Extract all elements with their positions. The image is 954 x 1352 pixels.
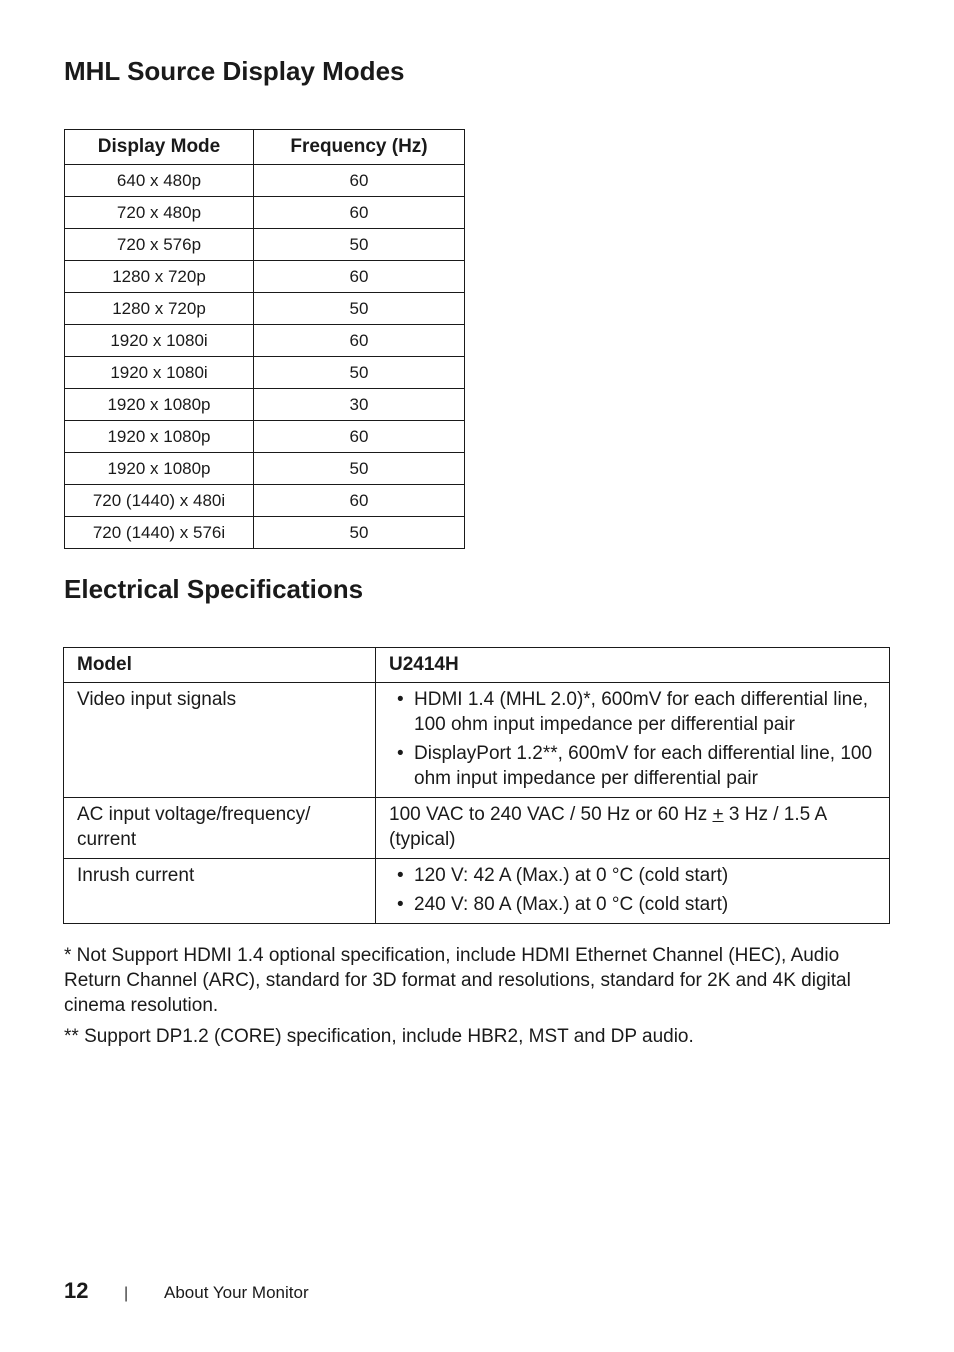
frequency-cell: 50 xyxy=(254,229,465,261)
display-mode-cell: 720 x 480p xyxy=(65,197,254,229)
inrush-label: Inrush current xyxy=(64,859,376,924)
table-row xyxy=(64,683,890,798)
model-value: U2414H xyxy=(376,648,890,683)
mhl-display-modes-table xyxy=(64,129,465,549)
display-mode-cell: 720 (1440) x 576i xyxy=(65,517,254,549)
footnote-dp: ** Support DP1.2 (CORE) specification, include HBR2, MST and DP audio. xyxy=(64,1026,694,1047)
frequency-cell: 60 xyxy=(254,197,465,229)
frequency-cell: 60 xyxy=(254,261,465,293)
plus-minus-symbol: + xyxy=(712,804,724,825)
list-item-text: HDMI 1.4 (MHL 2.0)*, 600mV for each differential line, 100 ohm input impedance per differential pair xyxy=(414,689,869,735)
frequency-cell: 60 xyxy=(254,421,465,453)
display-mode-cell: 640 x 480p xyxy=(65,165,254,197)
display-mode-cell: 1920 x 1080p xyxy=(65,421,254,453)
list-item-text: 240 V: 80 A (Max.) at 0 °C (cold start) xyxy=(414,894,729,915)
table-row xyxy=(65,421,465,453)
video-input-value xyxy=(376,683,890,798)
frequency-cell: 60 xyxy=(254,325,465,357)
table-row xyxy=(65,357,465,389)
list-item xyxy=(389,741,883,791)
frequency-cell: 30 xyxy=(254,389,465,421)
footnote-hdmi: * Not Support HDMI 1.4 optional specification, include HDMI Ethernet Channel (HEC), Audio Return Channel (ARC), standard for 3D format and resolutions, standard for 2K and 4K digital cinema resolution. xyxy=(64,945,851,1016)
display-mode-cell: 1920 x 1080i xyxy=(65,357,254,389)
bullet-icon: • xyxy=(397,689,404,710)
table-row xyxy=(65,325,465,357)
display-mode-cell: 720 x 576p xyxy=(65,229,254,261)
table-row xyxy=(65,389,465,421)
column-header-display-mode: Display Mode xyxy=(65,130,254,165)
inrush-list xyxy=(389,863,883,917)
display-mode-cell: 1280 x 720p xyxy=(65,293,254,325)
video-input-label: Video input signals xyxy=(64,683,376,798)
ac-input-value xyxy=(376,798,890,859)
video-input-list xyxy=(389,687,883,791)
table-header-row xyxy=(64,648,890,683)
list-item-text: 120 V: 42 A (Max.) at 0 °C (cold start) xyxy=(414,865,729,886)
display-mode-cell: 1920 x 1080i xyxy=(65,325,254,357)
frequency-cell: 50 xyxy=(254,357,465,389)
frequency-cell: 60 xyxy=(254,165,465,197)
table-row xyxy=(65,261,465,293)
table-row xyxy=(65,197,465,229)
table-row xyxy=(64,798,890,859)
ac-input-label: AC input voltage/frequency/ current xyxy=(64,798,376,859)
table-row xyxy=(65,517,465,549)
table-header-row xyxy=(65,130,465,165)
ac-input-value-text: 100 VAC to 240 VAC / 50 Hz or 60 Hz xyxy=(389,804,713,825)
table-row xyxy=(65,485,465,517)
list-item-text: DisplayPort 1.2**, 600mV for each differential line, 100 ohm input impedance per differential pair xyxy=(414,743,873,789)
frequency-cell: 60 xyxy=(254,485,465,517)
list-item xyxy=(389,863,883,888)
bullet-icon: • xyxy=(397,865,404,886)
ac-input-value-text-cont: 3 Hz / 1.5 A (typical) xyxy=(389,804,827,850)
display-mode-cell: 1920 x 1080p xyxy=(65,389,254,421)
page-footer xyxy=(64,1278,309,1308)
footnotes xyxy=(64,943,894,1055)
column-header-frequency: Frequency (Hz) xyxy=(254,130,465,165)
footer-section-name: About Your Monitor xyxy=(164,1283,309,1302)
display-mode-cell: 1280 x 720p xyxy=(65,261,254,293)
frequency-cell: 50 xyxy=(254,293,465,325)
display-mode-cell: 720 (1440) x 480i xyxy=(65,485,254,517)
table-row xyxy=(65,293,465,325)
electrical-section-title: Electrical Specifications xyxy=(64,574,364,604)
table-row xyxy=(65,453,465,485)
model-label: Model xyxy=(64,648,376,683)
mhl-table-body xyxy=(65,165,465,549)
electrical-specs-table xyxy=(63,647,890,924)
frequency-cell: 50 xyxy=(254,453,465,485)
page-number: 12 xyxy=(64,1278,89,1303)
table-row xyxy=(65,165,465,197)
frequency-cell: 50 xyxy=(254,517,465,549)
bullet-icon: • xyxy=(397,743,404,764)
footer-separator: | xyxy=(124,1285,129,1302)
list-item xyxy=(389,892,883,917)
table-row xyxy=(65,229,465,261)
inrush-value xyxy=(376,859,890,924)
list-item xyxy=(389,687,883,737)
display-mode-cell: 1920 x 1080p xyxy=(65,453,254,485)
table-row xyxy=(64,859,890,924)
mhl-section-title: MHL Source Display Modes xyxy=(64,56,405,86)
bullet-icon: • xyxy=(397,894,404,915)
